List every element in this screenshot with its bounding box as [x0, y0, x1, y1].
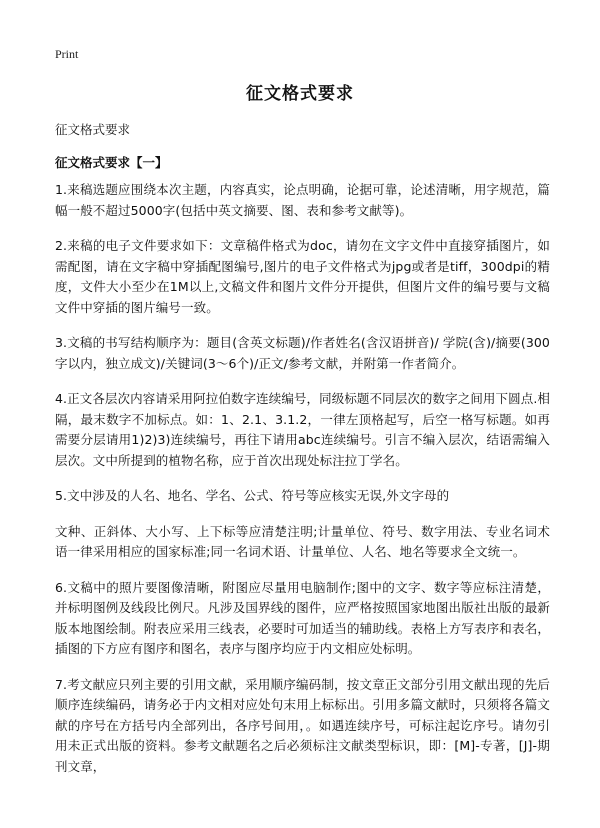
paragraph-5a: 5.文中涉及的人名、地名、学名、公式、符号等应核实无误,外文字母的 — [55, 488, 450, 503]
paragraph-3: 3.文稿的书写结构顺序为：题目(含英文标题)/作者姓名(含汉语拼音)/ 学院(含)/摘要(300字以内，独立成文)/关键词(3～6个)/正文/参考文献，并附第一作者简介。 — [55, 335, 550, 371]
paragraph-7: 7.考文献应只列主要的引用文献，采用顺序编码制，按文章正文部分引用文献出现的先后顺序连续编码，请务必于内文相对应处句末用上标标出。引用多篇文献时，只须将各篇文献的序号在方括号内全部列出，各序号间用，。如遇连续序号，可标注起讫序号。请勿引用未正式出版的资料。参考文献题名之后必须标注文献类型标识，即：[M]-专著，[J]-期刊文章， — [55, 676, 550, 774]
paragraph-4: 4.正文各层次内容请采用阿拉伯数字连续编号，同级标题不同层次的数字之间用下圆点.相隔，最末数字不加标点。如：1、2.1、3.1.2，一律左顶格起写，后空一格写标题。如再需要分层请用1)2)3)连续编号，再往下请用abc连续编号。引言不编入层次，结语需编入层次。文中所提到的植物名称，应于首次出现处标注拉丁学名。 — [55, 391, 551, 468]
paragraph-5b: 文种、正斜体、大小写、上下标等应清楚注明;计量单位、符号、数字用法、专业名词术语一律采用相应的国家标准;同一名词术语、计量单位、人名、地名等要求全文统一。 — [55, 523, 550, 559]
paragraph-6: 6.文稿中的照片要图像清晰，附图应尽量用电脑制作;图中的文字、数字等应标注清楚，并标明图例及线段比例尺。凡涉及国界线的图件，应严格按照国家地图出版社出版的最新版本地图绘制。附表应采用三线表，必要时可加适当的辅助线。表格上方写表序和表名，插图的下方应有图序和图名，表序与图序均应于内文相应处标明。 — [55, 579, 550, 656]
document-subtitle: 征文格式要求 — [55, 122, 131, 137]
print-link[interactable]: Print — [55, 47, 79, 61]
document-title: 征文格式要求 — [246, 84, 354, 104]
document-body — [55, 180, 550, 792]
section-heading: 征文格式要求【一】 — [55, 155, 168, 170]
paragraph-2: 2.来稿的电子文件要求如下：文章稿件格式为doc，请勿在文字文件中直接穿插图片，如需配图，请在文字稿中穿插配图编号,图片的电子文件格式为jpg或者是tiff，300dpi的精度，文件大小至少在1M以上,文稿文件和图片文件分开提供，但图片文件的编号要与文稿文件中穿插的图片编号一致。 — [55, 238, 550, 315]
paragraph-1: 1.来稿选题应围绕本次主题，内容真实，论点明确，论据可靠，论述清晰，用字规范，篇幅一般不超过5000字(包括中英文摘要、图、表和参考文献等)。 — [55, 182, 550, 218]
